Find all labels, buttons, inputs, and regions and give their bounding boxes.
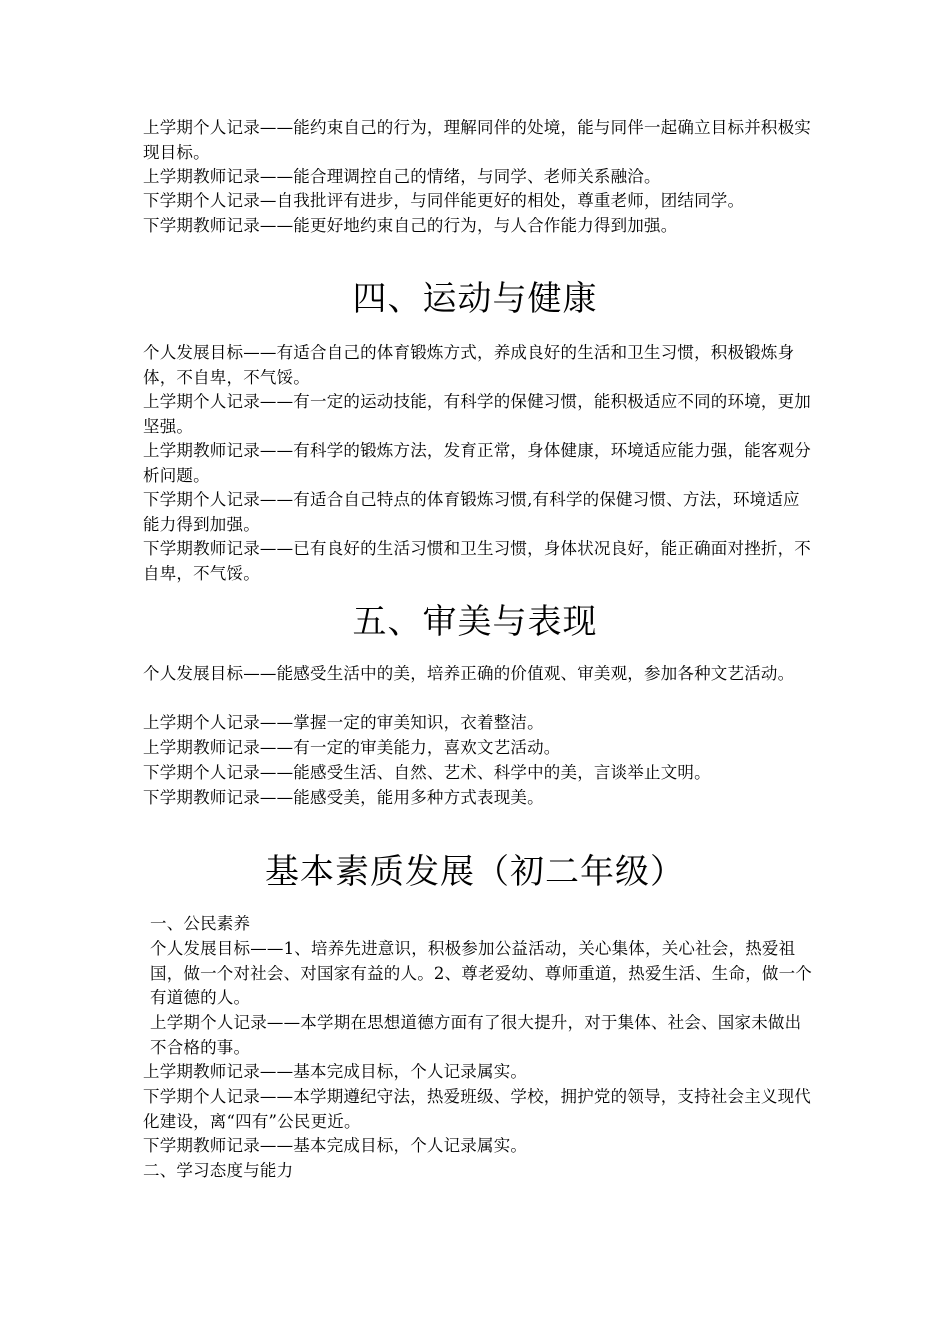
- paragraph-last-term-self-record: 上学期个人记录——有一定的运动技能，有科学的保健习惯，能积极适应不同的环境，更加坚强。: [143, 392, 811, 436]
- paragraph-personal-goal: 个人发展目标——有适合自己的体育锻炼方式，养成良好的生活和卫生习惯，积极锻炼身体，不自卑，不气馁。: [143, 343, 795, 387]
- paragraph-personal-goal: 个人发展目标——能感受生活中的美，培养正确的价值观、审美观，参加各种文艺活动。: [143, 664, 795, 683]
- paragraph-next-term-teacher-record: 下学期教师记录——能更好地约束自己的行为，与人合作能力得到加强。: [143, 216, 678, 235]
- paragraph-next-term-teacher-record: 下学期教师记录——能感受美，能用多种方式表现美。: [143, 788, 544, 807]
- section-heading-basic-quality-grade8: 基本素质发展（初二年级）: [265, 852, 685, 892]
- paragraph-last-term-self-record: 上学期个人记录——本学期在思想道德方面有了很大提升，对于集体、社会、国家未做出不合格的事。: [150, 1013, 802, 1057]
- subsection-heading-learning-attitude: 二、学习态度与能力: [143, 1161, 294, 1180]
- paragraph-last-term-teacher-record: 上学期教师记录——有科学的锻炼方法，发育正常，身体健康，环境适应能力强，能客观分析问题。: [143, 441, 811, 485]
- paragraph-last-term-teacher-record: 上学期教师记录——有一定的审美能力，喜欢文艺活动。: [143, 738, 561, 757]
- paragraph-next-term-self-record: 下学期个人记录——本学期遵纪守法，热爱班级、学校，拥护党的领导，支持社会主义现代化建设，离“四有”公民更近。: [143, 1087, 811, 1131]
- paragraph-next-term-self-record: 下学期个人记录——能感受生活、自然、艺术、科学中的美，言谈举止文明。: [143, 763, 711, 782]
- paragraph-last-term-self-record: 上学期个人记录——掌握一定的审美知识，衣着整洁。: [143, 713, 544, 732]
- paragraph-last-term-teacher-record: 上学期教师记录——基本完成目标，个人记录属实。: [143, 1062, 528, 1081]
- paragraph-next-term-teacher-record: 下学期教师记录——已有良好的生活习惯和卫生习惯，身体状况良好，能正确面对挫折，不自卑，不气馁。: [143, 539, 811, 583]
- paragraph-last-term-self-record: 上学期个人记录——能约束自己的行为，理解同伴的处境，能与同伴一起确立目标并积极实现目标。: [143, 118, 811, 162]
- paragraph-next-term-self-record: 下学期个人记录—自我批评有进步，与同伴能更好的相处，尊重老师，团结同学。: [143, 191, 745, 210]
- paragraph-personal-goal: 个人发展目标——1、培养先进意识，积极参加公益活动，关心集体，关心社会，热爱祖国，做一个对社会、对国家有益的人。2、尊老爱幼、尊师重道，热爱生活、生命，做一个有道德的人。: [150, 939, 812, 1008]
- paragraph-next-term-self-record: 下学期个人记录——有适合自己特点的体育锻炼习惯,有科学的保健习惯、方法，环境适应能力得到加强。: [143, 490, 800, 534]
- section-heading-aesthetics: 五、审美与表现: [352, 602, 598, 642]
- paragraph-next-term-teacher-record: 下学期教师记录——基本完成目标，个人记录属实。: [143, 1136, 528, 1155]
- section-heading-sports-health: 四、运动与健康: [352, 279, 598, 319]
- subsection-heading-civic-literacy: 一、公民素养: [150, 914, 251, 933]
- paragraph-last-term-teacher-record: 上学期教师记录——能合理调控自己的情绪，与同学、老师关系融洽。: [143, 167, 661, 186]
